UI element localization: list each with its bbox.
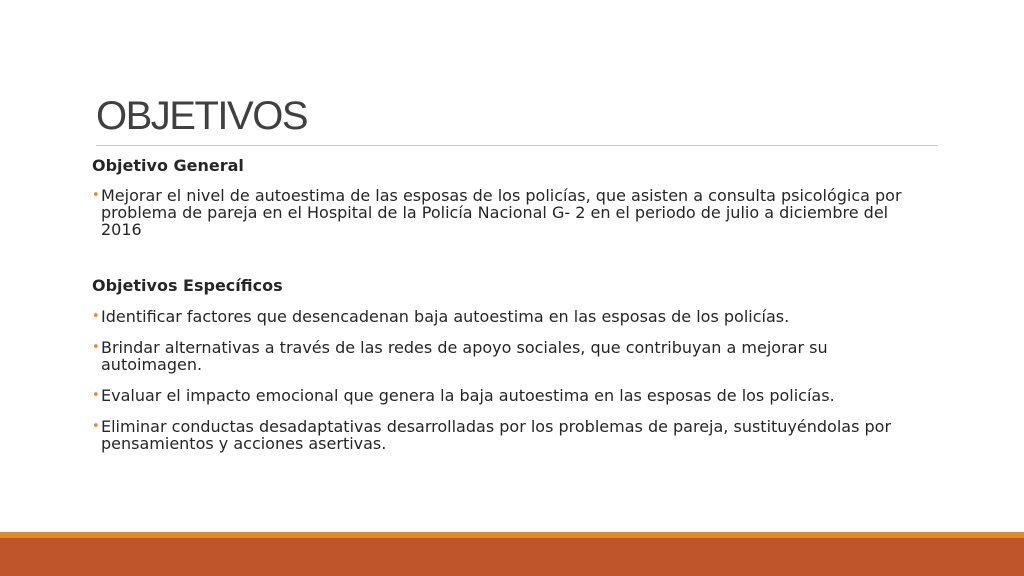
bullet-text: Mejorar el nivel de autoestima de las esposas de los policías, que asisten a consulta psicológica por problema de pareja en el Hospital de la Policía Nacional G- 2 en el periodo de julio a diciembre del 2016	[101, 186, 902, 239]
title-divider	[96, 145, 938, 146]
bullet-icon: •	[92, 188, 100, 203]
slide-content	[92, 154, 932, 452]
footer-bar	[0, 538, 1024, 576]
bullet-icon: •	[92, 388, 100, 403]
slide-title: OBJETIVOS	[96, 94, 307, 138]
bullet-icon: •	[92, 309, 100, 324]
specific-objective-item	[92, 387, 932, 404]
bullet-text: Brindar alternativas a través de las redes de apoyo sociales, que contribuyan a mejorar su autoimagen.	[101, 338, 828, 374]
specific-objectives-heading: Objetivos Específicos	[92, 276, 283, 295]
specific-objective-item	[92, 308, 932, 325]
specific-objective-item	[92, 339, 932, 373]
general-objective-heading: Objetivo General	[92, 156, 244, 175]
bullet-icon: •	[92, 419, 100, 434]
specific-objective-item	[92, 418, 932, 452]
bullet-text: Identificar factores que desencadenan baja autoestima en las esposas de los policías.	[101, 307, 790, 326]
general-objective-item	[92, 187, 932, 238]
bullet-icon: •	[92, 340, 100, 355]
bullet-text: Eliminar conductas desadaptativas desarrolladas por los problemas de pareja, sustituyéndolas por pensamientos y acciones asertivas.	[101, 417, 892, 453]
bullet-text: Evaluar el impacto emocional que genera la baja autoestima en las esposas de los policías.	[101, 386, 835, 405]
